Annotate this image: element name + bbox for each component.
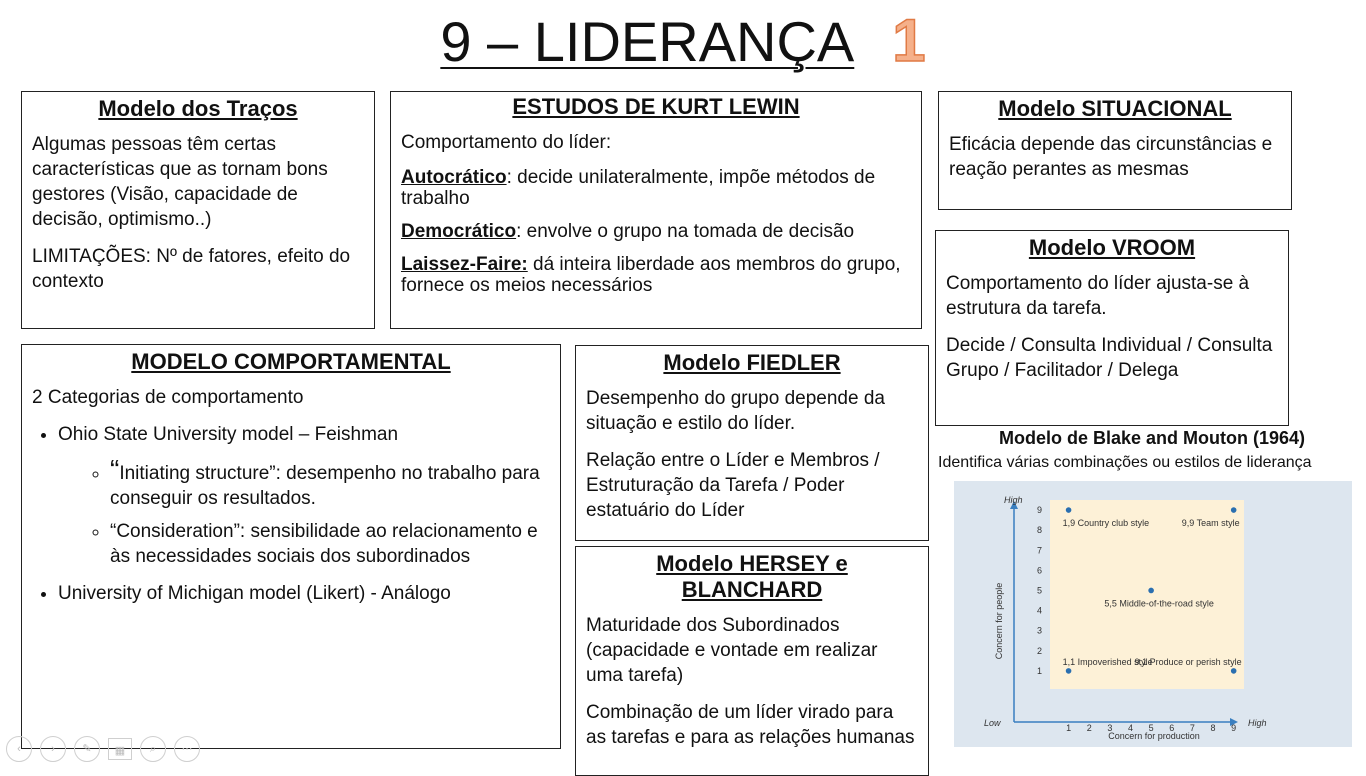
ohio-sublist <box>58 454 550 569</box>
x-tick-label: 6 <box>1169 723 1175 733</box>
box-hersey <box>575 546 929 776</box>
x-tick-label: 2 <box>1086 723 1092 733</box>
blake-title: Modelo de Blake and Mouton (1964) <box>998 428 1306 448</box>
tracos-heading: Modelo dos Traços <box>98 96 298 121</box>
data-point <box>1231 668 1237 674</box>
ohio-model: Ohio State University model – Feishman <box>58 424 399 445</box>
data-point <box>1231 507 1237 513</box>
lewin-laissez <box>401 254 911 296</box>
slide-title <box>0 6 1366 75</box>
managerial-grid-chart <box>954 481 1352 747</box>
list-item <box>58 581 550 606</box>
blake-subtitle: Identifica várias combinações ou estilos de liderança <box>938 454 1312 471</box>
list-item <box>110 454 550 511</box>
lewin-democratico <box>401 221 911 242</box>
hersey-heading: Modelo HERSEY e BLANCHARD <box>656 551 848 602</box>
y-tick-label: 2 <box>1036 645 1042 656</box>
point-label: 5,5 Middle-of-the-road style <box>1104 598 1214 609</box>
x-tick-label: 4 <box>1127 723 1133 733</box>
list-item <box>110 519 550 569</box>
more-icon[interactable]: ⋯ <box>174 736 200 762</box>
situacional-text: Eficácia depende das circunstâncias e reação perantes as mesmas <box>949 134 1273 180</box>
x-tick-label: 7 <box>1189 723 1195 733</box>
title-text: 9 – LIDERANÇA <box>440 10 855 73</box>
box-comportamental <box>21 344 561 749</box>
fiedler-text-2: Relação entre o Líder e Membros / Estruturação da Tarefa / Poder estatuário do Líder <box>586 450 880 521</box>
term-autocratico: Autocrático <box>401 167 507 188</box>
box-situacional <box>938 91 1292 210</box>
fiedler-heading: Modelo FIEDLER <box>663 350 841 375</box>
y-tick-label: 1 <box>1036 665 1042 676</box>
hersey-text-2: Combinação de um líder virado para as tarefas e para as relações humanas <box>586 702 915 748</box>
lewin-autocratico <box>401 167 911 209</box>
point-label: 1,1 Impoverished style <box>1062 656 1153 667</box>
x-high-label: High <box>1248 718 1267 728</box>
open-quote: “ <box>110 454 120 485</box>
comportamental-list <box>32 422 550 606</box>
vroom-text-2: Decide / Consulta Individual / Consulta Grupo / Facilitador / Delega <box>946 335 1273 381</box>
hersey-text-1: Maturidade dos Subordinados (capacidade e vontade em realizar uma tarefa) <box>586 615 878 686</box>
comportamental-heading: MODELO COMPORTAMENTAL <box>131 349 451 374</box>
slides-icon[interactable]: ▦ <box>108 738 132 760</box>
y-high-label: High <box>1004 495 1023 505</box>
vroom-text-1: Comportamento do líder ajusta-se à estrutura da tarefa. <box>946 273 1250 319</box>
fiedler-text-1: Desempenho do grupo depende da situação e estilo do líder. <box>586 388 885 434</box>
list-item <box>58 422 550 569</box>
vroom-heading: Modelo VROOM <box>1028 235 1196 260</box>
desc-autocratico: : decide unilateralmente, impõe métodos de trabalho <box>401 167 876 209</box>
lewin-heading: ESTUDOS DE KURT LEWIN <box>512 94 800 119</box>
x-tick-label: 8 <box>1210 723 1216 733</box>
y-tick-label: 3 <box>1036 625 1042 636</box>
initiating-structure: Initiating structure”: desempenho no trabalho para conseguir os resultados. <box>110 463 540 509</box>
box-vroom <box>935 230 1289 426</box>
box-lewin <box>390 91 922 329</box>
term-democratico: Democrático <box>401 221 517 242</box>
x-low-label: Low <box>984 718 1001 728</box>
x-tick-label: 5 <box>1148 723 1154 733</box>
situacional-heading: Modelo SITUACIONAL <box>998 96 1232 121</box>
chart-svg <box>954 481 1352 747</box>
desc-laissez: dá inteira liberdade aos membros do grupo, fornece os meios necessários <box>401 254 901 296</box>
y-tick-label: 6 <box>1036 565 1042 576</box>
box-tracos <box>21 91 375 329</box>
desc-democratico: : envolve o grupo na tomada de decisão <box>516 221 855 242</box>
lewin-intro: Comportamento do líder: <box>401 132 612 153</box>
x-tick-label: 9 <box>1231 723 1237 733</box>
y-tick-label: 5 <box>1036 585 1042 596</box>
y-tick-label: 7 <box>1036 545 1042 556</box>
data-point <box>1066 668 1072 674</box>
michigan-model: University of Michigan model (Likert) - Análogo <box>58 583 451 604</box>
y-tick-label: 9 <box>1036 505 1042 516</box>
point-label: 9,9 Team style <box>1181 518 1240 529</box>
term-laissez: Laissez-Faire: <box>401 254 528 275</box>
point-label: 9,1 Produce or perish style <box>1134 656 1242 667</box>
tracos-text: Algumas pessoas têm certas características que as tornam bons gestores (Visão, capacidade de decisão, optimismo..) <box>32 134 328 230</box>
comportamental-intro: 2 Categorias de comportamento <box>32 387 304 408</box>
data-point <box>1148 588 1154 594</box>
point-label: 1,9 Country club style <box>1062 518 1150 529</box>
pen-icon[interactable]: ✎ <box>74 736 100 762</box>
x-tick-label: 1 <box>1066 723 1072 733</box>
x-tick-label: 3 <box>1107 723 1113 733</box>
x-axis-label: Concern for production <box>1108 731 1200 741</box>
zoom-icon[interactable]: ⌕ <box>140 736 166 762</box>
consideration: “Consideration”: sensibilidade ao relacionamento e às necessidades sociais dos subordinados <box>110 521 538 567</box>
data-point <box>1066 507 1072 513</box>
y-tick-label: 4 <box>1036 605 1042 616</box>
next-icon[interactable]: › <box>40 736 66 762</box>
y-tick-label: 8 <box>1036 525 1042 536</box>
y-axis-label: Concern for people <box>994 582 1004 660</box>
box-fiedler <box>575 345 929 541</box>
presentation-controls <box>6 736 200 762</box>
tracos-limitacoes: LIMITAÇÕES: Nº de fatores, efeito do contexto <box>32 246 351 292</box>
slide-number: 1 <box>892 7 926 74</box>
prev-icon[interactable]: ‹ <box>6 736 32 762</box>
